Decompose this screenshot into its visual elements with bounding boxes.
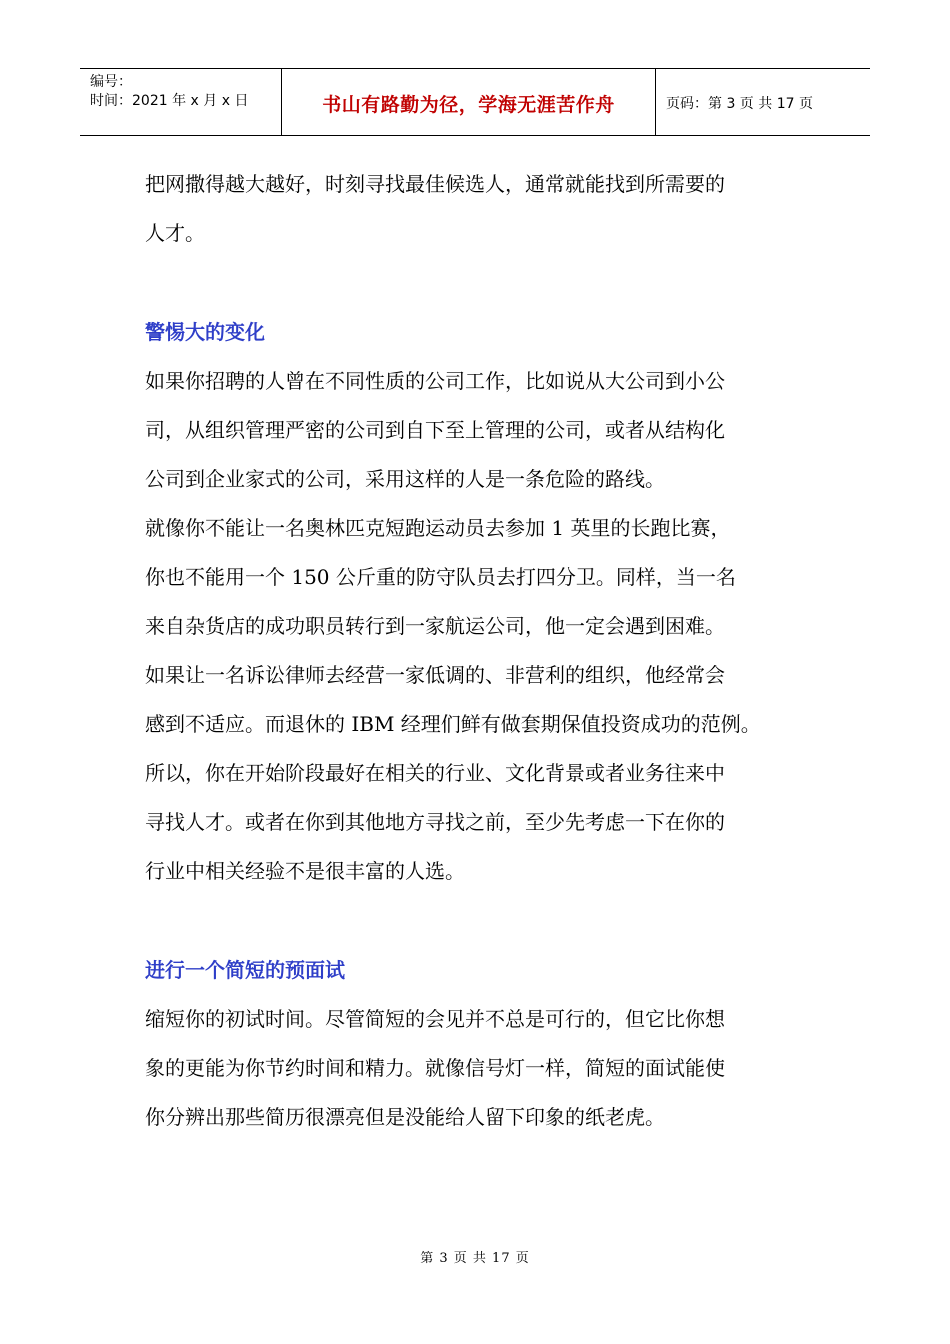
section-body-pre-interview <box>145 995 815 1142</box>
page-footer: 第 3 页 共 17 页 <box>420 1251 530 1266</box>
text-line: 缩短你的初试时间。尽管简短的会见并不总是可行的，但它比你想 <box>145 1007 725 1031</box>
document-date: 时间：2021 年 x 月 x 日 <box>90 93 249 109</box>
text-line: 就像你不能让一名奥林匹克短跑运动员去参加 1 英里的长跑比赛， <box>145 516 731 540</box>
page-header <box>80 68 870 136</box>
section-body-major-changes <box>145 357 815 896</box>
text-line: 寻找人才。或者在你到其他地方寻找之前，至少先考虑一下在你的 <box>145 810 725 834</box>
text-line: 如果你招聘的人曾在不同性质的公司工作，比如说从大公司到小公 <box>145 369 725 393</box>
text-line: 如果让一名诉讼律师去经营一家低调的、非营利的组织，他经常会 <box>145 663 725 687</box>
text-line: 司，从组织管理严密的公司到自下至上管理的公司，或者从结构化 <box>145 418 725 442</box>
text-line: 公司到企业家式的公司，采用这样的人是一条危险的路线。 <box>145 467 665 491</box>
text-line: 所以，你在开始阶段最好在相关的行业、文化背景或者业务往来中 <box>145 761 725 785</box>
section-heading-pre-interview: 进行一个简短的预面试 <box>145 958 345 982</box>
intro-paragraph <box>145 160 815 258</box>
text-line: 把网撒得越大越好，时刻寻找最佳候选人，通常就能找到所需要的 <box>145 172 725 196</box>
text-line: 你分辨出那些简历很漂亮但是没能给人留下印象的纸老虎。 <box>145 1105 665 1129</box>
document-body <box>145 160 815 1142</box>
header-meta <box>80 69 281 135</box>
text-line: 人才。 <box>145 221 205 245</box>
text-line: 来自杂货店的成功职员转行到一家航运公司，他一定会遇到困难。 <box>145 614 725 638</box>
text-line: 你也不能用一个 150 公斤重的防守队员去打四分卫。同样，当一名 <box>145 565 736 589</box>
section-heading-major-changes: 警惕大的变化 <box>145 320 265 344</box>
text-line: 象的更能为你节约时间和精力。就像信号灯一样，简短的面试能使 <box>145 1056 725 1080</box>
header-page-info: 页码：第 3 页 共 17 页 <box>666 96 813 112</box>
document-number-label: 编号： <box>90 74 132 90</box>
text-line: 行业中相关经验不是很丰富的人选。 <box>145 859 465 883</box>
text-line: 感到不适应。而退休的 IBM 经理们鲜有做套期保值投资成功的范例。 <box>145 712 761 736</box>
header-motto: 书山有路勤为径，学海无涯苦作舟 <box>281 69 656 135</box>
